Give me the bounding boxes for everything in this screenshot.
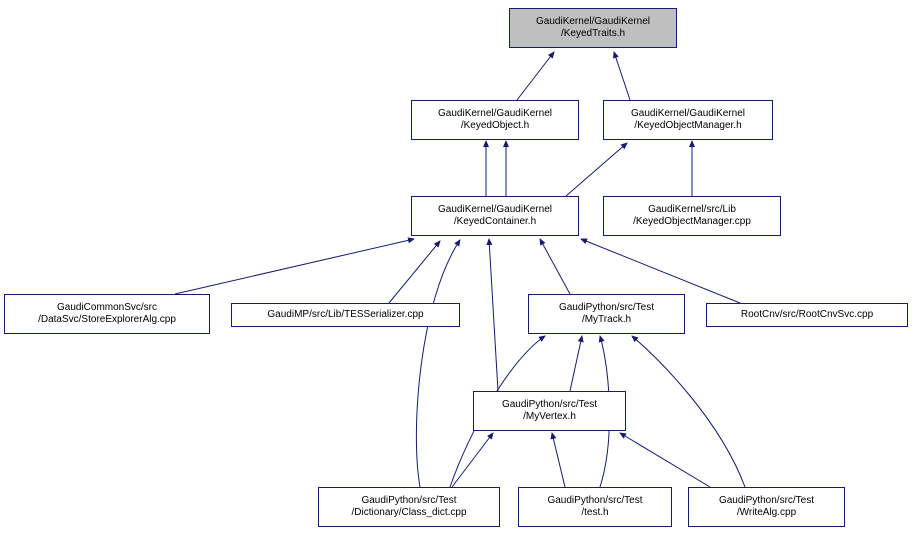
node-label-line: GaudiPython/src/Test [718, 495, 815, 506]
node-label-line: GaudiKernel/GaudiKernel [438, 204, 552, 215]
node-test_h[interactable] [518, 487, 672, 527]
edge-keyedcontainer-to-keyedobjectmanager_h [566, 143, 627, 196]
edge-keyedobject-to-keyedtraits [517, 52, 554, 100]
node-label-line: /WriteAlg.cpp [736, 507, 797, 518]
node-label-line: GaudiKernel/GaudiKernel [536, 16, 650, 27]
node-label-line: GaudiPython/src/Test [558, 302, 655, 313]
node-label-line: GaudiKernel/GaudiKernel [438, 108, 552, 119]
node-label-line: /Dictionary/Class_dict.cpp [351, 507, 467, 518]
node-myvertex[interactable] [473, 391, 626, 431]
node-tesserializer[interactable] [231, 303, 460, 327]
node-class_dict[interactable] [318, 487, 500, 527]
node-label-line: RootCnv/src/RootCnvSvc.cpp [740, 309, 874, 320]
node-rootcnvsvc[interactable] [706, 303, 908, 327]
node-label-line: /MyTrack.h [581, 314, 632, 325]
node-label-line: /KeyedTraits.h [560, 28, 626, 39]
node-label-line: /DataSvc/StoreExplorerAlg.cpp [38, 314, 176, 325]
node-writealg[interactable] [688, 487, 845, 527]
node-label-line: GaudiPython/src/Test [361, 495, 457, 506]
node-label-line: /KeyedObjectManager.h [634, 120, 742, 131]
node-label-line: /KeyedObject.h [460, 120, 530, 131]
node-label-line: /KeyedContainer.h [453, 216, 537, 227]
node-label-line: /test.h [581, 507, 609, 518]
node-label-line: GaudiPython/src/Test [547, 495, 643, 506]
node-label-line: /KeyedObjectManager.cpp [633, 216, 751, 227]
node-label-line: GaudiKernel/src/Lib [648, 204, 736, 215]
edge-myvertex-to-keyedcontainer [489, 239, 498, 391]
node-storeexploreralg[interactable] [4, 294, 210, 334]
node-label-line: /MyVertex.h [523, 411, 576, 422]
node-label-line: GaudiMP/src/Lib/TESSerializer.cpp [267, 309, 424, 320]
edge-keyedobjectmanager_h-to-keyedtraits [614, 52, 630, 100]
edge-class_dict-to-keyedcontainer [416, 240, 460, 487]
node-label-line: GaudiCommonSvc/src [56, 302, 158, 313]
edge-tesserializer-to-keyedcontainer [389, 241, 440, 303]
node-keyedobject[interactable] [411, 100, 579, 140]
node-label-line: GaudiKernel/GaudiKernel [631, 108, 745, 119]
edge-class_dict-to-myvertex [452, 433, 493, 487]
edge-storeexploreralg-to-keyedcontainer [175, 239, 414, 294]
node-mytrack[interactable] [528, 294, 685, 334]
edge-test_h-to-myvertex [552, 433, 565, 487]
node-keyedobjectmanager_h[interactable] [603, 100, 773, 140]
node-label-line: GaudiPython/src/Test [501, 399, 598, 410]
edge-writealg-to-myvertex [620, 433, 710, 487]
edge-myvertex-to-mytrack [570, 336, 582, 391]
node-keyedtraits[interactable] [509, 8, 677, 48]
edge-writealg-to-mytrack [632, 336, 745, 487]
edge-mytrack-to-keyedcontainer [540, 239, 570, 294]
node-keyedcontainer[interactable] [411, 196, 579, 236]
node-keyedobjectmanager_cpp[interactable] [603, 196, 781, 236]
